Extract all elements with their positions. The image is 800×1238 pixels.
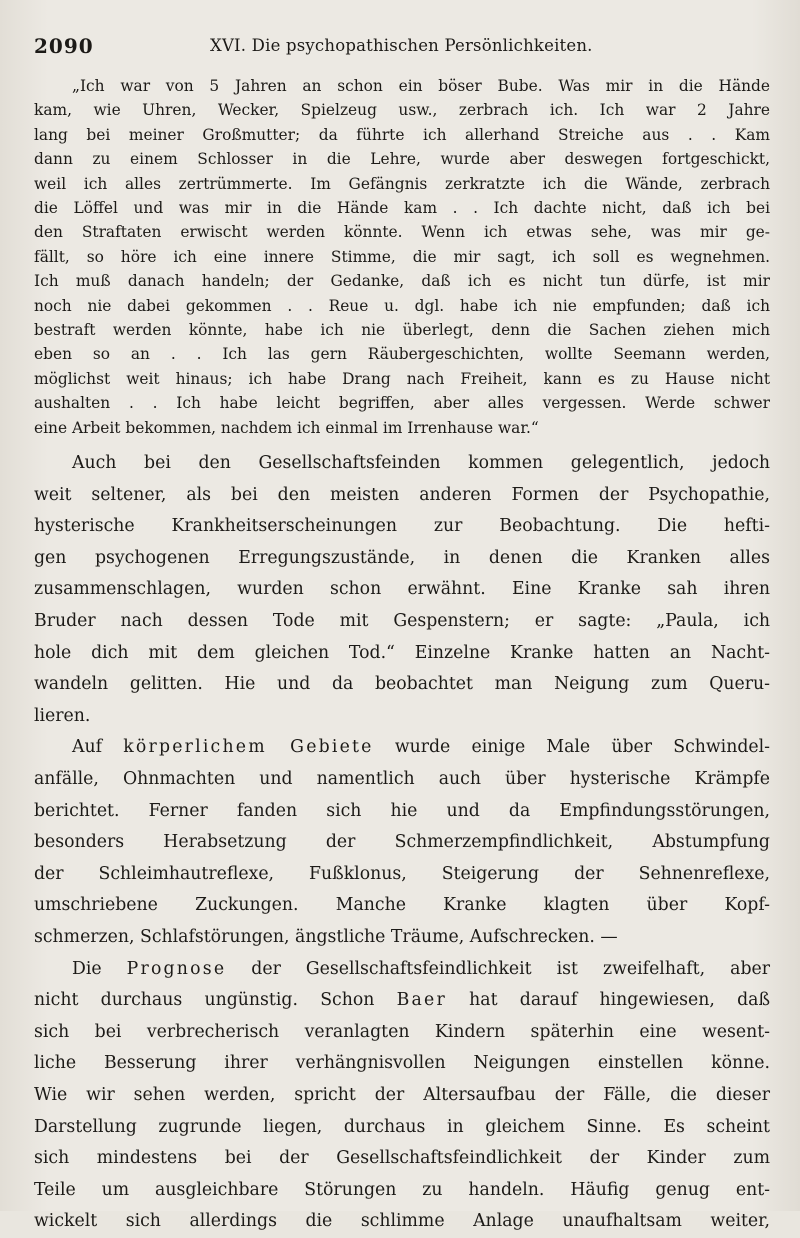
quote-line: den Straftaten erwischt werden könnte. Wenn ich etwas sehe, was mir ge- bbox=[34, 223, 770, 242]
patient-quote bbox=[34, 74, 770, 440]
text-run: hat darauf hingewiesen, daß bbox=[446, 990, 770, 1011]
quote-line: noch nie dabei gekommen . . Reue u. dgl. habe ich nie empfunden; daß ich bbox=[34, 296, 770, 315]
paragraph-somatic bbox=[34, 732, 770, 953]
paragraph-line: umschriebene Zuckungen. Manche Kranke klagten über Kopf- bbox=[34, 895, 770, 916]
quote-line: dann zu einem Schlosser in die Lehre, wurde aber deswegen fortgeschickt, bbox=[34, 150, 770, 169]
paragraph-hysteria bbox=[34, 448, 770, 732]
paragraph-line bbox=[34, 732, 770, 764]
paragraph-line: sich mindestens bei der Gesellschaftsfeindlichkeit der Kinder zum bbox=[34, 1148, 770, 1169]
paragraph-line: Darstellung zugrunde liegen, durchaus in gleichem Sinne. Es scheint bbox=[34, 1116, 770, 1137]
paragraph-line: Bruder nach dessen Tode mit Gespenstern; er sagte: „Paula, ich bbox=[34, 611, 770, 632]
paragraph-line: Teile um ausgleichbare Störungen zu handeln. Häufig genug ent- bbox=[34, 1179, 770, 1200]
running-head: XVI. Die psychopathischen Persönlichkeiten. bbox=[210, 36, 593, 55]
paragraph-line: anfälle, Ohnmachten und namentlich auch über hysterische Krämpfe bbox=[34, 769, 770, 790]
quote-line: kam, wie Uhren, Wecker, Spielzeug usw., zerbrach ich. Ich war 2 Jahre bbox=[34, 101, 770, 120]
quote-line: „Ich war von 5 Jahren an schon ein böser Bube. Was mir in die Hände bbox=[72, 77, 770, 95]
paragraph-line bbox=[34, 954, 770, 986]
paragraph-line: zusammenschlagen, wurden schon erwähnt. Eine Kranke sah ihren bbox=[34, 579, 770, 600]
quote-line: eben so an . . Ich las gern Räubergeschichten, wollte Seemann werden, bbox=[34, 345, 770, 364]
paragraph-line: lieren. bbox=[34, 705, 91, 726]
page-header bbox=[34, 34, 770, 64]
paragraph-line: besonders Herabsetzung der Schmerzempfindlichkeit, Abstumpfung bbox=[34, 832, 770, 853]
paragraph-line bbox=[34, 985, 770, 1017]
paragraph-line: Wie wir sehen werden, spricht der Altersaufbau der Fälle, die dieser bbox=[34, 1084, 770, 1105]
quote-line: bestraft werden könnte, habe ich nie überlegt, denn die Sachen ziehen mich bbox=[34, 321, 770, 340]
quote-line: die Löffel und was mir in die Hände kam . . Ich dachte nicht, daß ich bei bbox=[34, 199, 770, 218]
spaced-emphasis: Prognose bbox=[126, 958, 227, 979]
paragraph-prognosis bbox=[34, 954, 770, 1238]
paragraph-line: weit seltener, als bei den meisten anderen Formen der Psychopathie, bbox=[34, 484, 770, 505]
quote-line: fällt, so höre ich eine innere Stimme, die mir sagt, ich soll es wegnehmen. bbox=[34, 247, 770, 266]
paragraph-line: hysterische Krankheitserscheinungen zur Beobachtung. Die hefti- bbox=[34, 516, 770, 537]
quote-line: möglichst weit hinaus; ich habe Drang nach Freiheit, kann es zu Hause nicht bbox=[34, 369, 770, 388]
text-run: Die bbox=[72, 958, 127, 979]
spaced-emphasis: Baer bbox=[396, 990, 447, 1011]
paragraph-line: berichtet. Ferner fanden sich hie und da Empfindungsstörungen, bbox=[34, 800, 770, 821]
paragraph-line: gen psychogenen Erregungszustände, in denen die Kranken alles bbox=[34, 547, 770, 568]
spaced-emphasis: körperlichem Gebiete bbox=[123, 737, 374, 758]
quote-line: weil ich alles zertrümmerte. Im Gefängnis zerkratzte ich die Wände, zerbrach bbox=[34, 174, 770, 193]
text-run: wurde einige Male über Schwindel- bbox=[373, 737, 770, 758]
paragraph-line: Auch bei den Gesellschaftsfeinden kommen gelegentlich, jedoch bbox=[72, 453, 770, 474]
paragraph-line: wickelt sich allerdings die schlimme Anlage unaufhaltsam weiter, bbox=[34, 1211, 770, 1232]
text-run: Auf bbox=[72, 737, 124, 758]
text-run: nicht durchaus ungünstig. Schon bbox=[34, 990, 397, 1011]
page-number: 2090 bbox=[34, 34, 94, 58]
paragraph-line: schmerzen, Schlafstörungen, ängstliche Träume, Aufschrecken. — bbox=[34, 927, 618, 947]
text-run: der Gesellschaftsfeindlichkeit ist zweifelhaft, aber bbox=[226, 958, 770, 979]
paragraph-line: wandeln gelitten. Hie und da beobachtet man Neigung zum Queru- bbox=[34, 674, 770, 695]
quote-line: eine Arbeit bekommen, nachdem ich einmal im Irrenhause war.“ bbox=[34, 418, 539, 437]
paragraph-line: liche Besserung ihrer verhängnisvollen Neigungen einstellen könne. bbox=[34, 1053, 770, 1074]
paragraph-line: der Schleimhautreflexe, Fußklonus, Steigerung der Sehnenreflexe, bbox=[34, 863, 770, 884]
quote-line: aushalten . . Ich habe leicht begriffen, aber alles vergessen. Werde schwer bbox=[34, 394, 770, 413]
quote-line: lang bei meiner Großmutter; da führte ich allerhand Streiche aus . . Kam bbox=[34, 125, 770, 144]
paragraph-line: sich bei verbrecherisch veranlagten Kindern späterhin eine wesent- bbox=[34, 1021, 770, 1042]
quote-line: Ich muß danach handeln; der Gedanke, daß ich es nicht tun dürfe, ist mir bbox=[34, 272, 770, 291]
paragraph-line: hole dich mit dem gleichen Tod.“ Einzelne Kranke hatten an Nacht- bbox=[34, 642, 770, 663]
